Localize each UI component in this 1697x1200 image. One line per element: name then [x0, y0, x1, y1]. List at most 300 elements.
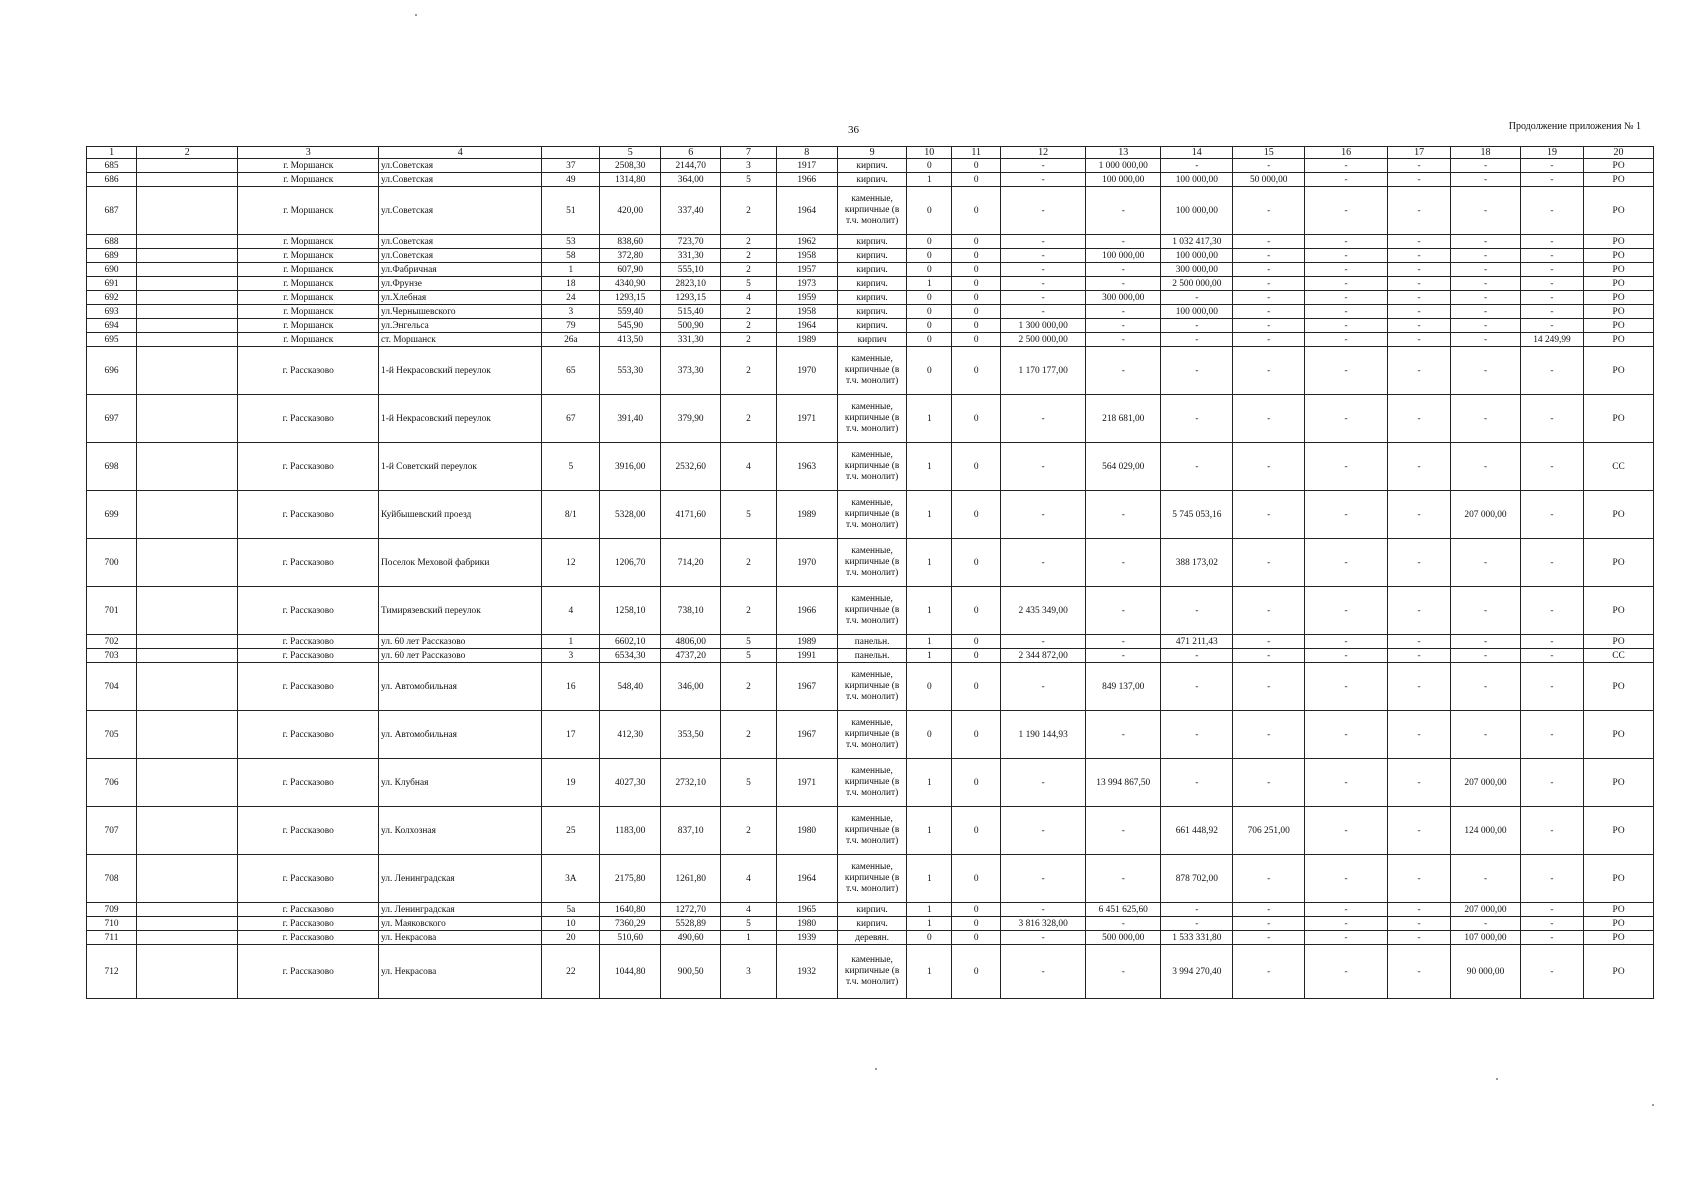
- column-16-cell: -: [1305, 319, 1388, 333]
- table-row: [87, 443, 1654, 491]
- table-row: [87, 807, 1654, 855]
- column-20-cell: РО: [1584, 491, 1654, 539]
- column-19-cell: -: [1520, 305, 1583, 319]
- column-11-cell: 0: [952, 319, 1001, 333]
- row-number-cell: 688: [87, 235, 137, 249]
- column-header: 8: [776, 147, 837, 159]
- column-20-cell: РО: [1584, 159, 1654, 173]
- house-number-cell: 51: [542, 187, 600, 235]
- column-16-cell: -: [1305, 855, 1388, 903]
- column-15-cell: -: [1233, 187, 1305, 235]
- house-number-cell: 67: [542, 395, 600, 443]
- area-cell: 548,40: [600, 663, 661, 711]
- column-2-cell: [137, 587, 238, 635]
- column-19-cell: -: [1520, 635, 1583, 649]
- column-15-cell: -: [1233, 931, 1305, 945]
- column-header: 7: [721, 147, 777, 159]
- column-19-cell: -: [1520, 945, 1583, 999]
- column-2-cell: [137, 635, 238, 649]
- column-16-cell: -: [1305, 491, 1388, 539]
- column-18-cell: -: [1451, 635, 1521, 649]
- column-2-cell: [137, 759, 238, 807]
- column-13-cell: 849 137,00: [1086, 663, 1161, 711]
- street-cell: Тимирязевский переулок: [379, 587, 542, 635]
- house-number-cell: 3: [542, 305, 600, 319]
- column-header: 1: [87, 147, 137, 159]
- column-19-cell: -: [1520, 347, 1583, 395]
- row-number-cell: 702: [87, 635, 137, 649]
- street-cell: ул.Хлебная: [379, 291, 542, 305]
- column-17-cell: -: [1387, 395, 1450, 443]
- house-number-cell: 53: [542, 235, 600, 249]
- column-18-cell: -: [1451, 187, 1521, 235]
- column-2-cell: [137, 159, 238, 173]
- column-11-cell: 0: [952, 305, 1001, 319]
- row-number-cell: 704: [87, 663, 137, 711]
- data-table: [86, 146, 1654, 999]
- table-row: [87, 855, 1654, 903]
- column-15-cell: -: [1233, 263, 1305, 277]
- column-11-cell: 0: [952, 903, 1001, 917]
- column-17-cell: -: [1387, 263, 1450, 277]
- column-19-cell: -: [1520, 173, 1583, 187]
- column-11-cell: 0: [952, 931, 1001, 945]
- area-cell: 4027,30: [600, 759, 661, 807]
- column-13-cell: 500 000,00: [1086, 931, 1161, 945]
- column-14-cell: -: [1161, 159, 1233, 173]
- city-cell: г. Моршанск: [238, 333, 379, 347]
- column-10-cell: 0: [907, 263, 952, 277]
- floors-cell: 4: [721, 291, 777, 305]
- column-19-cell: -: [1520, 277, 1583, 291]
- house-number-cell: 16: [542, 663, 600, 711]
- column-19-cell: -: [1520, 187, 1583, 235]
- floors-cell: 5: [721, 635, 777, 649]
- row-number-cell: 696: [87, 347, 137, 395]
- street-cell: ул. Маяковского: [379, 917, 542, 931]
- floors-cell: 1: [721, 931, 777, 945]
- column-13-cell: -: [1086, 807, 1161, 855]
- column-11-cell: 0: [952, 539, 1001, 587]
- table-row: [87, 759, 1654, 807]
- street-cell: Куйбышевский проезд: [379, 491, 542, 539]
- house-number-cell: 26а: [542, 333, 600, 347]
- column-10-cell: 1: [907, 587, 952, 635]
- house-number-cell: 19: [542, 759, 600, 807]
- column-10-cell: 1: [907, 443, 952, 491]
- street-cell: ул. Некрасова: [379, 945, 542, 999]
- column-12-cell: 1 170 177,00: [1001, 347, 1086, 395]
- column-18-cell: -: [1451, 277, 1521, 291]
- area-cell: 510,60: [600, 931, 661, 945]
- year-cell: 1973: [776, 277, 837, 291]
- area-cell: 412,30: [600, 711, 661, 759]
- column-11-cell: 0: [952, 395, 1001, 443]
- wall-material-cell: каменные, кирпичные (в т.ч. монолит): [837, 347, 907, 395]
- wall-material-cell: кирпич.: [837, 235, 907, 249]
- column-15-cell: -: [1233, 319, 1305, 333]
- column-10-cell: 1: [907, 759, 952, 807]
- floors-cell: 5: [721, 277, 777, 291]
- column-13-cell: -: [1086, 635, 1161, 649]
- column-16-cell: -: [1305, 663, 1388, 711]
- row-number-cell: 694: [87, 319, 137, 333]
- table-row: [87, 347, 1654, 395]
- column-10-cell: 1: [907, 917, 952, 931]
- city-cell: г. Рассказово: [238, 931, 379, 945]
- living-area-cell: 331,30: [661, 333, 721, 347]
- column-18-cell: -: [1451, 333, 1521, 347]
- column-16-cell: -: [1305, 263, 1388, 277]
- street-cell: ул.Советская: [379, 159, 542, 173]
- column-13-cell: 100 000,00: [1086, 173, 1161, 187]
- year-cell: 1971: [776, 395, 837, 443]
- column-11-cell: 0: [952, 711, 1001, 759]
- column-2-cell: [137, 319, 238, 333]
- column-12-cell: 3 816 328,00: [1001, 917, 1086, 931]
- column-20-cell: РО: [1584, 917, 1654, 931]
- house-number-cell: 5: [542, 443, 600, 491]
- city-cell: г. Рассказово: [238, 347, 379, 395]
- row-number-cell: 687: [87, 187, 137, 235]
- column-19-cell: -: [1520, 917, 1583, 931]
- house-number-cell: 5а: [542, 903, 600, 917]
- column-10-cell: 1: [907, 855, 952, 903]
- column-18-cell: -: [1451, 235, 1521, 249]
- city-cell: г. Рассказово: [238, 649, 379, 663]
- column-11-cell: 0: [952, 277, 1001, 291]
- row-number-cell: 703: [87, 649, 137, 663]
- page-number: 36: [848, 124, 859, 136]
- column-18-cell: -: [1451, 663, 1521, 711]
- column-14-cell: -: [1161, 443, 1233, 491]
- living-area-cell: 2823,10: [661, 277, 721, 291]
- table-row: [87, 173, 1654, 187]
- column-19-cell: -: [1520, 587, 1583, 635]
- column-17-cell: -: [1387, 649, 1450, 663]
- column-17-cell: -: [1387, 663, 1450, 711]
- column-11-cell: 0: [952, 443, 1001, 491]
- area-cell: 1293,15: [600, 291, 661, 305]
- column-2-cell: [137, 807, 238, 855]
- column-11-cell: 0: [952, 649, 1001, 663]
- column-16-cell: -: [1305, 635, 1388, 649]
- floors-cell: 2: [721, 807, 777, 855]
- table-row: [87, 539, 1654, 587]
- row-number-cell: 691: [87, 277, 137, 291]
- year-cell: 1959: [776, 291, 837, 305]
- column-2-cell: [137, 347, 238, 395]
- column-12-cell: -: [1001, 855, 1086, 903]
- column-2-cell: [137, 443, 238, 491]
- house-number-cell: 58: [542, 249, 600, 263]
- area-cell: 6534,30: [600, 649, 661, 663]
- city-cell: г. Моршанск: [238, 249, 379, 263]
- city-cell: г. Рассказово: [238, 917, 379, 931]
- column-20-cell: РО: [1584, 903, 1654, 917]
- column-12-cell: -: [1001, 291, 1086, 305]
- column-15-cell: -: [1233, 491, 1305, 539]
- row-number-cell: 695: [87, 333, 137, 347]
- city-cell: г. Рассказово: [238, 807, 379, 855]
- area-cell: 2508,30: [600, 159, 661, 173]
- column-10-cell: 1: [907, 635, 952, 649]
- area-cell: 420,00: [600, 187, 661, 235]
- column-header: 20: [1584, 147, 1654, 159]
- column-11-cell: 0: [952, 235, 1001, 249]
- table-row: [87, 587, 1654, 635]
- column-11-cell: 0: [952, 587, 1001, 635]
- year-cell: 1971: [776, 759, 837, 807]
- column-14-cell: 471 211,43: [1161, 635, 1233, 649]
- wall-material-cell: кирпич.: [837, 291, 907, 305]
- column-18-cell: -: [1451, 539, 1521, 587]
- wall-material-cell: деревян.: [837, 931, 907, 945]
- column-2-cell: [137, 663, 238, 711]
- wall-material-cell: кирпич.: [837, 249, 907, 263]
- year-cell: 1964: [776, 855, 837, 903]
- column-13-cell: -: [1086, 305, 1161, 319]
- column-18-cell: -: [1451, 173, 1521, 187]
- column-19-cell: -: [1520, 491, 1583, 539]
- column-20-cell: РО: [1584, 173, 1654, 187]
- area-cell: 1044,80: [600, 945, 661, 999]
- wall-material-cell: кирпич.: [837, 173, 907, 187]
- column-14-cell: 3 994 270,40: [1161, 945, 1233, 999]
- column-19-cell: -: [1520, 903, 1583, 917]
- column-14-cell: -: [1161, 759, 1233, 807]
- house-number-cell: 49: [542, 173, 600, 187]
- column-17-cell: -: [1387, 903, 1450, 917]
- column-20-cell: РО: [1584, 395, 1654, 443]
- wall-material-cell: кирпич.: [837, 277, 907, 291]
- column-16-cell: -: [1305, 539, 1388, 587]
- row-number-cell: 707: [87, 807, 137, 855]
- column-11-cell: 0: [952, 347, 1001, 395]
- column-16-cell: -: [1305, 305, 1388, 319]
- row-number-cell: 685: [87, 159, 137, 173]
- area-cell: 1640,80: [600, 903, 661, 917]
- column-18-cell: -: [1451, 649, 1521, 663]
- year-cell: 1958: [776, 305, 837, 319]
- column-14-cell: -: [1161, 333, 1233, 347]
- column-14-cell: -: [1161, 711, 1233, 759]
- column-10-cell: 1: [907, 277, 952, 291]
- table-row: [87, 635, 1654, 649]
- column-15-cell: -: [1233, 277, 1305, 291]
- column-2-cell: [137, 491, 238, 539]
- column-15-cell: -: [1233, 443, 1305, 491]
- row-number-cell: 710: [87, 917, 137, 931]
- column-19-cell: -: [1520, 855, 1583, 903]
- column-13-cell: -: [1086, 649, 1161, 663]
- column-11-cell: 0: [952, 333, 1001, 347]
- column-header: 5: [600, 147, 661, 159]
- city-cell: г. Рассказово: [238, 587, 379, 635]
- column-17-cell: -: [1387, 635, 1450, 649]
- row-number-cell: 689: [87, 249, 137, 263]
- street-cell: ул.Фабричная: [379, 263, 542, 277]
- column-10-cell: 1: [907, 807, 952, 855]
- column-header: 18: [1451, 147, 1521, 159]
- row-number-cell: 686: [87, 173, 137, 187]
- living-area-cell: 379,90: [661, 395, 721, 443]
- living-area-cell: 738,10: [661, 587, 721, 635]
- column-16-cell: -: [1305, 711, 1388, 759]
- column-15-cell: -: [1233, 159, 1305, 173]
- column-14-cell: -: [1161, 663, 1233, 711]
- street-cell: ул. Автомобильная: [379, 711, 542, 759]
- city-cell: г. Моршанск: [238, 319, 379, 333]
- city-cell: г. Моршанск: [238, 305, 379, 319]
- column-header: 17: [1387, 147, 1450, 159]
- column-14-cell: 100 000,00: [1161, 305, 1233, 319]
- house-number-cell: 12: [542, 539, 600, 587]
- column-13-cell: 13 994 867,50: [1086, 759, 1161, 807]
- table-row: [87, 263, 1654, 277]
- column-19-cell: -: [1520, 249, 1583, 263]
- year-cell: 1970: [776, 347, 837, 395]
- street-cell: ул.Советская: [379, 187, 542, 235]
- street-cell: ул.Энгельса: [379, 319, 542, 333]
- floors-cell: 5: [721, 917, 777, 931]
- floors-cell: 2: [721, 663, 777, 711]
- column-17-cell: -: [1387, 711, 1450, 759]
- column-12-cell: -: [1001, 807, 1086, 855]
- floors-cell: 2: [721, 539, 777, 587]
- living-area-cell: 723,70: [661, 235, 721, 249]
- table-row: [87, 159, 1654, 173]
- column-20-cell: РО: [1584, 277, 1654, 291]
- wall-material-cell: каменные, кирпичные (в т.ч. монолит): [837, 807, 907, 855]
- column-2-cell: [137, 945, 238, 999]
- column-10-cell: 1: [907, 945, 952, 999]
- wall-material-cell: кирпич.: [837, 903, 907, 917]
- floors-cell: 2: [721, 711, 777, 759]
- column-header: 14: [1161, 147, 1233, 159]
- column-2-cell: [137, 305, 238, 319]
- city-cell: г. Рассказово: [238, 395, 379, 443]
- table-row: [87, 291, 1654, 305]
- wall-material-cell: каменные, кирпичные (в т.ч. монолит): [837, 443, 907, 491]
- column-18-cell: -: [1451, 443, 1521, 491]
- living-area-cell: 4806,00: [661, 635, 721, 649]
- column-14-cell: -: [1161, 347, 1233, 395]
- area-cell: 2175,80: [600, 855, 661, 903]
- row-number-cell: 697: [87, 395, 137, 443]
- column-13-cell: -: [1086, 333, 1161, 347]
- column-15-cell: -: [1233, 291, 1305, 305]
- column-19-cell: -: [1520, 235, 1583, 249]
- street-cell: Поселок Меховой фабрики: [379, 539, 542, 587]
- column-16-cell: -: [1305, 187, 1388, 235]
- column-16-cell: -: [1305, 249, 1388, 263]
- area-cell: 545,90: [600, 319, 661, 333]
- column-14-cell: 2 500 000,00: [1161, 277, 1233, 291]
- column-15-cell: -: [1233, 917, 1305, 931]
- year-cell: 1966: [776, 587, 837, 635]
- header-row: [87, 147, 1654, 159]
- column-14-cell: -: [1161, 291, 1233, 305]
- column-18-cell: -: [1451, 917, 1521, 931]
- column-15-cell: -: [1233, 759, 1305, 807]
- column-16-cell: -: [1305, 347, 1388, 395]
- column-12-cell: -: [1001, 443, 1086, 491]
- house-number-cell: 4: [542, 587, 600, 635]
- column-15-cell: -: [1233, 663, 1305, 711]
- wall-material-cell: каменные, кирпичные (в т.ч. монолит): [837, 711, 907, 759]
- column-12-cell: -: [1001, 305, 1086, 319]
- column-12-cell: -: [1001, 663, 1086, 711]
- column-11-cell: 0: [952, 263, 1001, 277]
- column-12-cell: -: [1001, 903, 1086, 917]
- column-2-cell: [137, 539, 238, 587]
- house-number-cell: 20: [542, 931, 600, 945]
- column-10-cell: 0: [907, 159, 952, 173]
- house-number-cell: 3А: [542, 855, 600, 903]
- column-18-cell: 207 000,00: [1451, 491, 1521, 539]
- year-cell: 1991: [776, 649, 837, 663]
- table-row: [87, 187, 1654, 235]
- street-cell: 1-й Некрасовский переулок: [379, 347, 542, 395]
- column-2-cell: [137, 263, 238, 277]
- column-19-cell: -: [1520, 663, 1583, 711]
- wall-material-cell: кирпич.: [837, 917, 907, 931]
- column-17-cell: -: [1387, 539, 1450, 587]
- living-area-cell: 353,50: [661, 711, 721, 759]
- column-header: 15: [1233, 147, 1305, 159]
- city-cell: г. Моршанск: [238, 187, 379, 235]
- column-10-cell: 1: [907, 395, 952, 443]
- living-area-cell: 4737,20: [661, 649, 721, 663]
- column-10-cell: 1: [907, 903, 952, 917]
- year-cell: 1939: [776, 931, 837, 945]
- column-15-cell: -: [1233, 649, 1305, 663]
- year-cell: 1957: [776, 263, 837, 277]
- row-number-cell: 690: [87, 263, 137, 277]
- living-area-cell: 337,40: [661, 187, 721, 235]
- street-cell: ст. Моршанск: [379, 333, 542, 347]
- column-2-cell: [137, 235, 238, 249]
- street-cell: ул.Советская: [379, 249, 542, 263]
- city-cell: г. Рассказово: [238, 663, 379, 711]
- column-20-cell: РО: [1584, 235, 1654, 249]
- column-18-cell: -: [1451, 159, 1521, 173]
- column-17-cell: -: [1387, 347, 1450, 395]
- column-10-cell: 0: [907, 347, 952, 395]
- column-20-cell: РО: [1584, 663, 1654, 711]
- column-18-cell: -: [1451, 305, 1521, 319]
- column-2-cell: [137, 711, 238, 759]
- column-12-cell: -: [1001, 235, 1086, 249]
- column-11-cell: 0: [952, 187, 1001, 235]
- column-16-cell: -: [1305, 917, 1388, 931]
- floors-cell: 2: [721, 187, 777, 235]
- column-19-cell: -: [1520, 807, 1583, 855]
- street-cell: 1-й Некрасовский переулок: [379, 395, 542, 443]
- living-area-cell: 714,20: [661, 539, 721, 587]
- column-12-cell: 1 190 144,93: [1001, 711, 1086, 759]
- scan-speck: [1496, 1078, 1498, 1080]
- living-area-cell: 364,00: [661, 173, 721, 187]
- column-20-cell: РО: [1584, 931, 1654, 945]
- city-cell: г. Рассказово: [238, 759, 379, 807]
- column-10-cell: 1: [907, 539, 952, 587]
- column-13-cell: 6 451 625,60: [1086, 903, 1161, 917]
- floors-cell: 2: [721, 319, 777, 333]
- column-20-cell: РО: [1584, 855, 1654, 903]
- column-18-cell: -: [1451, 855, 1521, 903]
